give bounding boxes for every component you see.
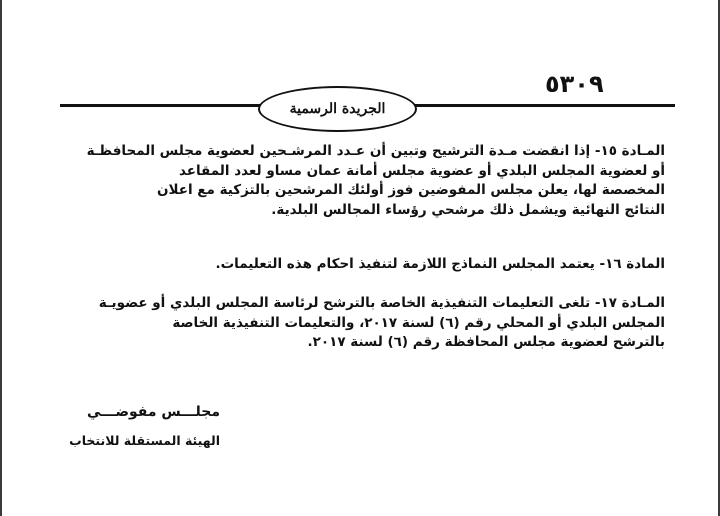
article-16 [45, 255, 665, 275]
article-line: المجلس البلدي أو المحلي رقم (٦) لسنة ٢٠١٧، والتعليمات التنفيذية الخاصة [172, 314, 665, 331]
article-line: النتائج النهائية ويشمل ذلك مرشحي رؤساء المجالس البلدية. [271, 201, 665, 218]
gazette-title-oval [258, 86, 417, 132]
signature-commission: الهيئة المستقلة للانتخاب [69, 433, 220, 448]
signature-council: مجلـــس مفوضـــي [86, 404, 220, 420]
page-border-left [0, 0, 2, 516]
article-line: أو لعضوية المجلس البلدي أو عضوية مجلس أمانة عمان مساو لعدد المقاعد [178, 162, 665, 179]
gazette-title: الجريدة الرسمية [289, 101, 386, 117]
page-number: ٥٣٠٩ [545, 70, 604, 98]
article-line: المادة ١٦- يعتمد المجلس النماذج اللازمة لتنفيذ احكام هذه التعليمات. [215, 256, 665, 272]
article-line: بالترشح لعضوية مجلس المحافظة رقم (٦) لسنة ٢٠١٧. [307, 334, 665, 350]
article-line: المخصصة لها، يعلن مجلس المفوضين فوز أولئك المرشحين بالتزكية مع اعلان [156, 182, 665, 198]
article-17 [45, 294, 665, 353]
article-line: المـادة ١٥- إذا انقضت مـدة الترشيح وتبين أن عـدد المرشـحين لعضوية مجلس المحافظـة [86, 143, 665, 159]
article-15 [45, 142, 665, 220]
article-line: المـادة ١٧- تلغى التعليمات التنفيذية الخاصة بالترشح لرئاسة المجلس البلدي أو عضويـة [98, 295, 665, 311]
